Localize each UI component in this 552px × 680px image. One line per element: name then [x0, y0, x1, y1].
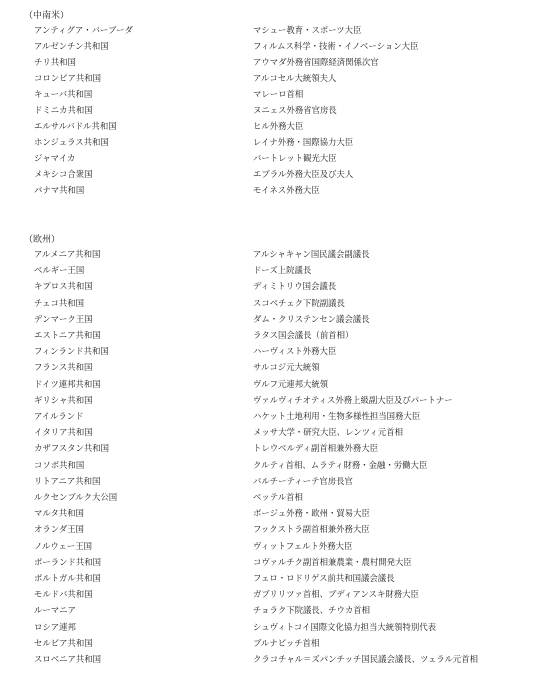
list-item [0, 311, 552, 327]
delegate-name: フェロ・ロドリゲス前共和国議会議長 [253, 573, 395, 583]
delegate-name: ベッテル首相 [253, 492, 303, 502]
country-name: ベルギー王国 [34, 265, 85, 276]
country-name: メキシコ合衆国 [34, 169, 93, 179]
delegate-name: ヴァルヴィチオティス外務上級副大臣及びパートナー [253, 394, 453, 405]
list-item [0, 118, 552, 134]
country-name: アルメニア共和国 [34, 249, 101, 259]
delegate-name: バルチーティーテ官房長官 [253, 475, 353, 486]
country-name: コソボ共和国 [34, 459, 85, 470]
country-name: ホンジュラス共和国 [34, 137, 109, 147]
country-name: イタリア共和国 [34, 427, 93, 438]
country-name: フィンランド共和国 [34, 346, 109, 357]
delegate-name: アウマダ外務省国際経済関係次官 [253, 57, 379, 67]
delegate-name: フィルムス科学・技術・イノベーション大臣 [253, 41, 419, 51]
country-name: オランダ王国 [34, 524, 84, 535]
delegate-name: チョラク下院議長、チウカ首相 [253, 605, 370, 616]
list-item [0, 473, 552, 489]
delegate-name: モイネス外務大臣 [253, 185, 320, 195]
country-name: アルゼンチン共和国 [34, 41, 109, 51]
list-item [0, 102, 552, 118]
list-item [0, 246, 552, 262]
delegate-name: フックストラ副首相兼外務大臣 [253, 524, 370, 535]
section-heading-latin-america: （中南米） [24, 11, 70, 21]
delegate-name: メッサ大学・研究大臣、レンツィ元首相 [253, 427, 404, 438]
list-item [0, 54, 552, 70]
list-item [0, 619, 552, 635]
country-name: エルサルバドル共和国 [34, 121, 117, 131]
delegate-name: コヴァルチク副首相兼農業・農村開発大臣 [253, 556, 412, 567]
country-name: カザフスタン共和国 [34, 443, 110, 454]
country-name: キプロス共和国 [34, 281, 93, 292]
country-name: セルビア共和国 [34, 637, 93, 648]
list-item [0, 134, 552, 150]
list-item [0, 651, 552, 667]
country-name: エストニア共和国 [34, 330, 101, 340]
delegate-name: ハーヴィスト外務大臣 [253, 346, 337, 357]
country-name: アンティグア・バーブーダ [34, 25, 133, 35]
list-item [0, 538, 552, 554]
list-item [0, 505, 552, 521]
delegate-name: ヌニェス外務省官房長 [253, 105, 337, 115]
delegate-name: ラタス国会議長（前首相） [253, 330, 354, 340]
list-item [0, 602, 552, 618]
country-name: モルドバ共和国 [34, 589, 93, 600]
delegate-name: エブラル外務大臣及び夫人 [253, 169, 354, 179]
list-item [0, 521, 552, 537]
list-item [0, 376, 552, 392]
country-name: マルタ共和国 [34, 508, 84, 519]
list-item [0, 570, 552, 586]
delegate-name: ヴルフ元連邦大統領 [253, 378, 329, 389]
section-heading-europe: （欧州） [24, 235, 61, 245]
list-item [0, 489, 552, 505]
list-item [0, 150, 552, 166]
country-name: フランス共和国 [34, 362, 93, 373]
delegate-name: アルコセル大統領夫人 [253, 73, 337, 83]
country-name: ドイツ連邦共和国 [34, 378, 101, 389]
delegate-name: クルティ首相、ムラティ財務・金融・労働大臣 [253, 459, 428, 470]
delegate-name: サルコジ元大統領 [253, 362, 320, 373]
delegate-name: レイナ外務・国際協力大臣 [253, 137, 354, 147]
list-item [0, 440, 552, 456]
country-name: デンマーク王国 [34, 313, 93, 324]
list-item [0, 262, 552, 278]
list-item [0, 343, 552, 359]
delegate-name: ヒル外務大臣 [253, 121, 304, 131]
country-name: ギリシャ共和国 [34, 394, 93, 405]
country-name: ポーランド共和国 [34, 556, 101, 567]
delegate-name: ガブリリツァ首相、ブディアンスキ財務大臣 [253, 589, 419, 600]
delegate-name: アルシャキャン国民議会副議長 [253, 249, 370, 259]
delegate-name: ドーズ上院議長 [253, 265, 312, 276]
list-item [0, 392, 552, 408]
country-name: ノルウェー王国 [34, 540, 92, 551]
delegate-name: マレーロ首相 [253, 89, 304, 99]
country-name: チェコ共和国 [34, 297, 84, 308]
delegate-name: トレウベルディ副首相兼外務大臣 [253, 443, 378, 454]
delegate-name: ダム・クリステンセン議会議長 [253, 313, 370, 324]
country-name: アイルランド [34, 411, 84, 421]
delegate-name: ブルナビッチ首相 [253, 637, 320, 648]
list-item [0, 38, 552, 54]
country-name: ポルトガル共和国 [34, 573, 101, 583]
country-name: キューバ共和国 [34, 89, 93, 99]
delegate-name: シュヴィトコイ国際文化協力担当大統領特別代表 [253, 621, 436, 632]
list-item [0, 327, 552, 343]
country-name: ロシア連邦 [34, 621, 76, 632]
delegate-name: ディミトリウ国会議長 [253, 281, 337, 292]
list-item [0, 86, 552, 102]
list-item [0, 408, 552, 424]
country-name: パナマ共和国 [34, 185, 85, 195]
delegate-name: バートレット観光大臣 [253, 153, 337, 163]
delegate-name: スコペチェク下院副議長 [253, 297, 345, 308]
delegate-name: ハケット土地利用・生物多様性担当国務大臣 [253, 411, 421, 421]
list-item [0, 586, 552, 602]
delegate-name: ボージュ外務・欧州・貿易大臣 [253, 508, 370, 519]
list-item [0, 70, 552, 86]
list-item [0, 22, 552, 38]
country-name: チリ共和国 [34, 57, 76, 67]
list-item [0, 182, 552, 198]
delegate-name: ヴィットフェルト外務大臣 [253, 540, 353, 551]
country-name: ジャマイカ [34, 153, 76, 163]
list-item [0, 635, 552, 651]
country-name: コロンビア共和国 [34, 73, 101, 83]
country-name: リトアニア共和国 [34, 475, 101, 486]
delegate-name: クラコチャル＝ズパンチッチ国民議会議長、ツェラル元首相 [253, 654, 479, 664]
list-item [0, 457, 552, 473]
list-item [0, 166, 552, 182]
list-item [0, 278, 552, 294]
list-item [0, 554, 552, 570]
country-name: ルクセンブルク大公国 [34, 492, 118, 502]
list-item [0, 424, 552, 440]
country-name: ルーマニア [34, 605, 76, 616]
delegate-name: マシュー教育・スポーツ大臣 [253, 25, 362, 35]
list-item [0, 295, 552, 311]
country-name: スロベニア共和国 [34, 654, 101, 664]
country-name: ドミニカ共和国 [34, 105, 93, 115]
list-item [0, 359, 552, 375]
